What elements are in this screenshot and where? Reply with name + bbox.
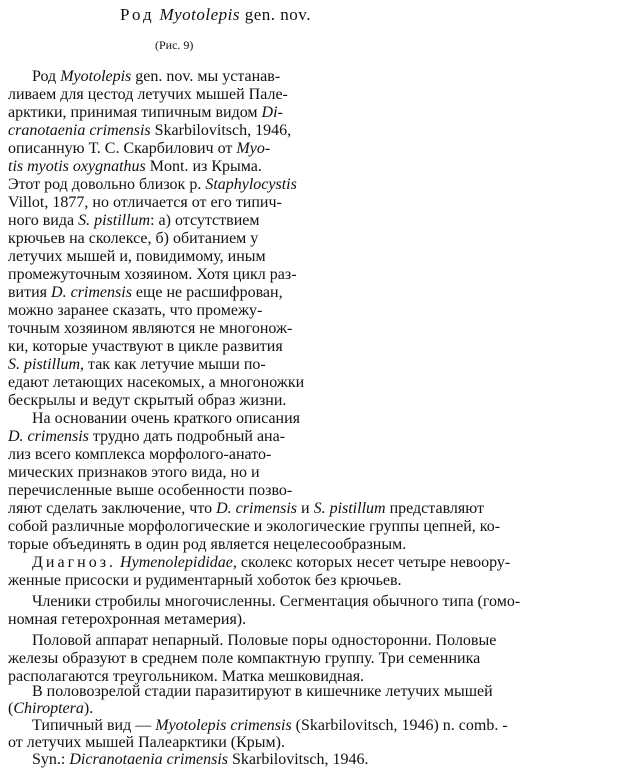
p2-line-5: перечисленные выше особенности позво- — [8, 482, 293, 499]
diagnosis-line-1: Диагноз. Hymenolepididae, сколекс которых несет четыре невоору- — [32, 554, 511, 571]
diagnosis-line-2: женные присоски и рудиментарный хоботок без крючьев. — [8, 572, 402, 589]
genus-heading — [120, 6, 311, 24]
p1-line-4: cranotaenia crimensis Skarbilovitsch, 1946, — [8, 122, 292, 139]
heading-suffix: gen. nov. — [244, 5, 311, 24]
p2-line-8: торые объединять в один род является нецелесообразным. — [8, 536, 407, 553]
figure-reference: (Рис. 9) — [155, 38, 194, 52]
p1-line-15: точным хозяином являются не многонож- — [8, 320, 293, 337]
diagnosis-label: Диагноз. — [32, 554, 117, 571]
genital-line-2: железы образуют в среднем поле компактную группу. Три семенника — [8, 650, 481, 667]
p1-line-12: промежуточным хозяином. Хотя цикл раз- — [8, 266, 297, 283]
genital-line-3: располагаются треугольником. Матка мешковидная. — [8, 668, 365, 685]
p1-line-16: ки, которые участвуют в цикле развития — [8, 338, 283, 355]
type-species-line-2: от летучих мышей Палеарктики (Крым). — [8, 734, 285, 751]
p2-line-1: На основании очень краткого описания — [32, 410, 301, 427]
p2-line-6: ляют сделать заключение, что D. crimensis и S. pistillum представляют — [8, 500, 484, 517]
type-species-line-1: Типичный вид — Myotolepis crimensis (Skarbilovitsch, 1946) n. comb. - — [32, 717, 508, 734]
p1-line-14: можно заранее сказать, что промежу- — [8, 302, 263, 319]
p1-line-5: описанную Т. С. Скарбилович от Myo- — [8, 140, 271, 157]
strobila-line-1: Членики стробилы многочисленны. Сегментация обычного типа (гомо- — [32, 593, 521, 610]
p1-line-8: Villot, 1877, но отличается от его типич- — [8, 194, 282, 211]
p1-line-6: tis myotis oxygnathus Mont. из Крыма. — [8, 158, 262, 175]
p1-line-18: едают летающих насекомых, а многоножки — [8, 374, 305, 391]
heading-prefix: Род — [120, 5, 155, 24]
p2-line-4: мических признаков этого вида, но и — [8, 464, 260, 481]
p1-line-17: S. pistillum, так как летучие мыши по- — [8, 356, 266, 373]
p1-line-9: ного вида S. pistillum: а) отсутствием — [8, 212, 260, 229]
mature-line-1: В половозрелой стадии паразитируют в кишечнике летучих мышей — [32, 683, 493, 700]
p1-line-2: ливаем для цестод летучих мышей Пале- — [8, 86, 288, 103]
heading-genus: Myotolepis — [159, 5, 240, 24]
p1-line-7: Этот род довольно близок р. Staphylocystis — [8, 176, 297, 193]
p1-line-3: арктики, принимая типичным видом Di- — [8, 104, 283, 121]
p1-line-11: летучих мышей и, повидимому, иным — [8, 248, 266, 265]
strobila-line-2: номная гетерохронная метамерия). — [8, 611, 247, 628]
p1-line-10: крючьев на сколексе, б) обитанием у — [8, 230, 259, 247]
genital-line-1: Половой аппарат непарный. Половые поры односторонни. Половые — [32, 632, 497, 649]
mature-line-2: (Chiroptera). — [8, 700, 94, 717]
p2-line-2: D. crimensis трудно дать подробный ана- — [8, 428, 286, 445]
p1-line-19: бескрылы и ведут скрытый образ жизни. — [8, 392, 287, 409]
p1-line-13: вития D. crimensis еще не расшифрован, — [8, 284, 283, 301]
synonym-line: Syn.: Dicranotaenia crimensis Skarbilovitsch, 1946. — [32, 751, 369, 768]
p2-line-7: собой различные морфологические и экологические группы цепней, ко- — [8, 518, 501, 535]
p1-line-1: Род Myotolepis gen. nov. мы устанав- — [32, 68, 281, 85]
p2-line-3: лиз всего комплекса морфолого-анато- — [8, 446, 272, 463]
